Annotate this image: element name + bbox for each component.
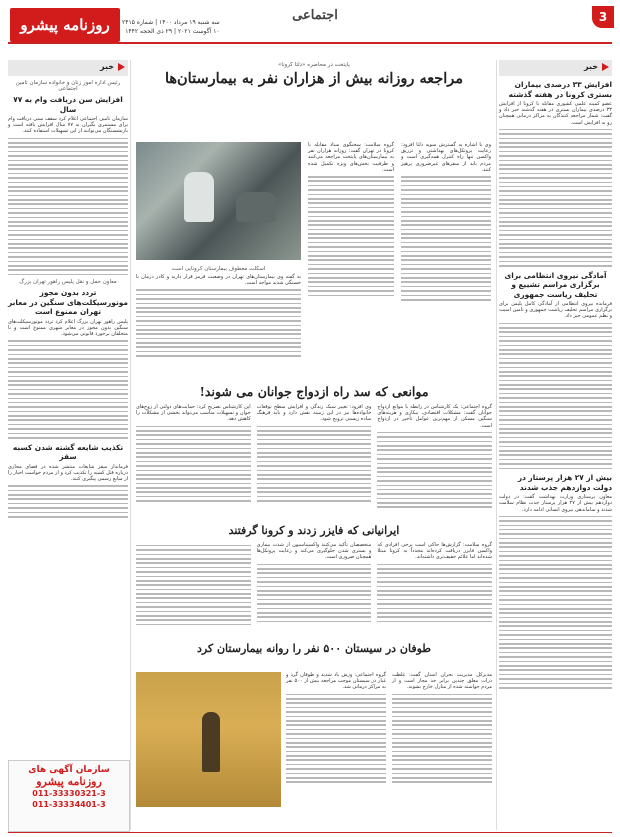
lead-headline[interactable]: مراجعه روزانه بیش از هزاران نفر به بیمارستان‌ها xyxy=(164,70,464,87)
story-text: وی افزود: تغییر سبک زندگی و افزایش سطح توقعات خانواده‌ها نیز در این زمینه نقش دارد و باید فرهنگ ساده زیستی ترویج شود. xyxy=(256,404,372,423)
section-title: اجتماعی xyxy=(292,8,338,23)
story-title[interactable]: آمادگی نیروی انتظامی برای برگزاری مراسم تشییع و تحلیف ریاست جمهوری xyxy=(504,270,607,299)
story-text: فرماندار سقز شایعات منتشر شده در فضای مجازی درباره قتل کسبه را تکذیب کرد و از مردم خواست اخبار را از منابع رسمی پیگیری کنند. xyxy=(8,463,128,483)
story-text: فرمانده نیروی انتظامی از آمادگی کامل پلیس برای برگزاری مراسم تحلیف ریاست جمهوری و تامین امنیت و نظم عمومی خبر داد. xyxy=(499,301,612,320)
text-lines xyxy=(136,289,301,356)
pfizer-columns xyxy=(136,542,492,629)
news-tag-label: خبر xyxy=(583,62,598,71)
story-marriage xyxy=(136,378,492,512)
lead-lower xyxy=(136,264,301,361)
news-tag xyxy=(499,60,612,76)
text-lines xyxy=(401,176,491,301)
text-lines xyxy=(499,516,612,689)
text-lines xyxy=(8,340,128,438)
story-pfizer xyxy=(136,518,492,629)
person-figure xyxy=(202,712,220,772)
story-title[interactable]: بیش از ۲۷ هزار پرستار در دولت دوازدهم جذب شدند xyxy=(517,473,612,492)
story-text: این کارشناس تصریح کرد: حمایت‌های دولتی از زوج‌های جوان و تسهیلات مناسب می‌تواند بخشی از مشکلات را کاهش دهد. xyxy=(135,404,251,423)
lead-column-2 xyxy=(401,142,491,305)
doctor-figure xyxy=(184,172,214,222)
story-title[interactable]: افزایش ۳۳ درصدی بیماران بستری کرونا در هفته گذشته xyxy=(508,80,612,99)
arrow-icon xyxy=(118,63,125,71)
advertising-box[interactable] xyxy=(8,760,130,832)
pfizer-headline[interactable]: ایرانیانی که فایزر زدند و کرونا گرفتند xyxy=(228,524,400,537)
story-text: گروه اجتماعی: یک کارشناس در رابطه با موانع ازدواج جوانان گفت: مشکلات اقتصادی، بیکاری و هزینه‌های سنگین مسکن از مهم‌ترین عوامل تأخیر در ازدواج است. xyxy=(377,404,492,429)
header-rule xyxy=(8,42,612,44)
story-text: گروه سلامت: گزارش‌ها حاکی است برخی افرادی که واکسن فایزر دریافت کرده‌اند مجدداً به کرونا مبتلا شده‌اند اما علائم خفیف‌تری داشته‌اند. xyxy=(377,542,492,561)
hospital-photo xyxy=(136,142,301,260)
patient-bed xyxy=(236,192,276,222)
ad-line-2: روزنامه پیشرو xyxy=(36,775,102,788)
ad-phone-2: 011-33334401-3 xyxy=(32,800,106,809)
pfizer-col xyxy=(377,542,492,629)
left-column xyxy=(8,60,128,522)
storm-col-2 xyxy=(392,672,492,787)
text-lines xyxy=(308,176,394,296)
ad-line-1: سازمان آگهی های xyxy=(28,765,110,775)
page-number: 3 xyxy=(592,6,614,28)
text-lines xyxy=(499,323,612,469)
ad-phone-1: 011-33330321-3 xyxy=(32,789,106,798)
storm-col-1 xyxy=(286,672,386,787)
storm-headline[interactable]: طوفان در سیستان ۵۰۰ نفر را روانه بیمارستان کرد xyxy=(196,642,432,655)
text-lines xyxy=(392,694,492,783)
lead-kicker: پایتخت در محاصره «دلتا کرونا» xyxy=(278,62,350,68)
story-kicker: رئیس اداره امور زنان و خانواده سازمان تامین اجتماعی xyxy=(15,80,121,92)
story-title[interactable]: تردد بدون مجوز موتورسیکلت‌های سنگین در معابر تهران ممنوع است xyxy=(8,288,128,317)
text-lines xyxy=(8,138,128,276)
text-lines xyxy=(257,564,372,623)
news-tag-label: خبر xyxy=(99,62,114,71)
text-lines xyxy=(499,129,612,267)
column-divider xyxy=(130,60,131,830)
footer-rule xyxy=(8,832,612,833)
story-title[interactable]: افزایش سن دریافت وام به ۷۷ سال xyxy=(13,95,123,114)
story-storm-title-wrap xyxy=(136,636,492,660)
marriage-headline[interactable]: موانعی که سد راه ازدواج جوانان می شوند! xyxy=(199,384,429,399)
text-lines xyxy=(377,564,492,623)
date-line-2: ۱۰ آگوست ۲۰۲۱ | ۲۹ ذی الحجه ۱۴۴۲ xyxy=(125,28,220,35)
story-text: عضو کمیته علمی کشوری مقابله با کرونا از افزایش ۳۳ درصدی بیماران بستری در هفته گذشته خبر داد و گفت: شمار مراجعه کنندگان به مراکز درمانی همچنان رو به افزایش است. xyxy=(499,101,612,126)
date-line xyxy=(122,18,220,36)
text-lines xyxy=(257,426,372,502)
lead-column-1 xyxy=(308,142,394,300)
story-text: پلیس راهور تهران بزرگ اعلام کرد تردد موتورسیکلت‌های سنگین بدون مجوز در معابر شهری ممنوع است و با متخلفان برخورد قانونی می‌شود. xyxy=(8,318,128,338)
marriage-col xyxy=(257,404,372,512)
story-title[interactable]: تکذیب شایعه گشته شدن کسبه سقز xyxy=(12,442,124,462)
lead-text: به گفته وی بیمارستان‌های تهران در وضعیت قرمز قرار دارند و کادر درمان با خستگی شدید مواجه است. xyxy=(136,274,301,287)
story-text: متخصصان تأکید می‌کنند واکسیناسیون از شدت بیماری و بستری شدن جلوگیری می‌کند و رعایت پروتکل‌ها همچنان ضروری است. xyxy=(256,542,372,561)
text-lines xyxy=(136,545,251,626)
story-text: مدیرکل مدیریت بحران استان گفت: غلظت ذرات معلق چندین برابر حد مجاز است و از مردم خواسته شده از منازل خارج نشوند. xyxy=(392,672,492,691)
column-divider xyxy=(496,60,497,830)
dust-storm-photo xyxy=(136,672,281,807)
marriage-columns xyxy=(136,404,492,512)
marriage-col xyxy=(136,404,251,512)
story-text: سازمان تامین اجتماعی اعلام کرد سقف سنی دریافت وام برای مستمری بگیران به ۷۷ سال افزایش یافته است و بازنشستگان می‌توانند از این تسهیلات استفاده کنند. xyxy=(8,116,128,135)
pfizer-col xyxy=(257,542,372,629)
photo-caption: اسکلت معطوف بیمارستان کرونایی است xyxy=(171,266,266,272)
arrow-icon xyxy=(602,63,609,71)
text-lines xyxy=(8,485,128,517)
news-tag xyxy=(8,60,128,76)
marriage-col xyxy=(377,404,492,512)
story-text: معاون پرستاری وزارت بهداشت گفت: در دولت دوازدهم بیش از ۲۷ هزار پرستار جذب نظام سلامت شدند و ساماندهی نیروی انسانی ادامه دارد. xyxy=(499,494,612,513)
lead-text: گروه سلامت: سخنگوی ستاد مقابله با کرونا در تهران گفت: روزانه هزاران نفر به بیمارستان‌های پایتخت مراجعه می‌کنند و ظرفیت بخش‌های ویژه تکمیل شده است. xyxy=(308,142,394,173)
text-lines xyxy=(286,694,386,783)
main-column xyxy=(135,60,492,691)
text-lines xyxy=(136,426,251,502)
story-text: گروه اجتماعی: وزش باد شدید و طوفان گرد و غبار در سیستان موجب مراجعه بیش از ۵۰۰ نفر به مراکز درمانی شد. xyxy=(286,672,386,691)
date-line-1: سه شنبه ۱۹ مرداد ۱۴۰۰ | شماره ۲۴۱۵ xyxy=(122,19,220,26)
story-kicker: معاون حمل و نقل پلیس راهور تهران بزرگ xyxy=(19,279,117,286)
pfizer-col xyxy=(136,542,251,629)
newspaper-logo: روزنامه پیشرو xyxy=(10,8,120,42)
right-column xyxy=(499,60,612,693)
lead-text: وی با اشاره به گسترش سویه دلتا افزود: رعایت پروتکل‌های بهداشتی و تزریق واکسن تنها راه کنترل همه‌گیری است و مردم باید از سفرهای غیرضروری پرهیز کنند. xyxy=(401,142,491,173)
text-lines xyxy=(377,432,492,508)
